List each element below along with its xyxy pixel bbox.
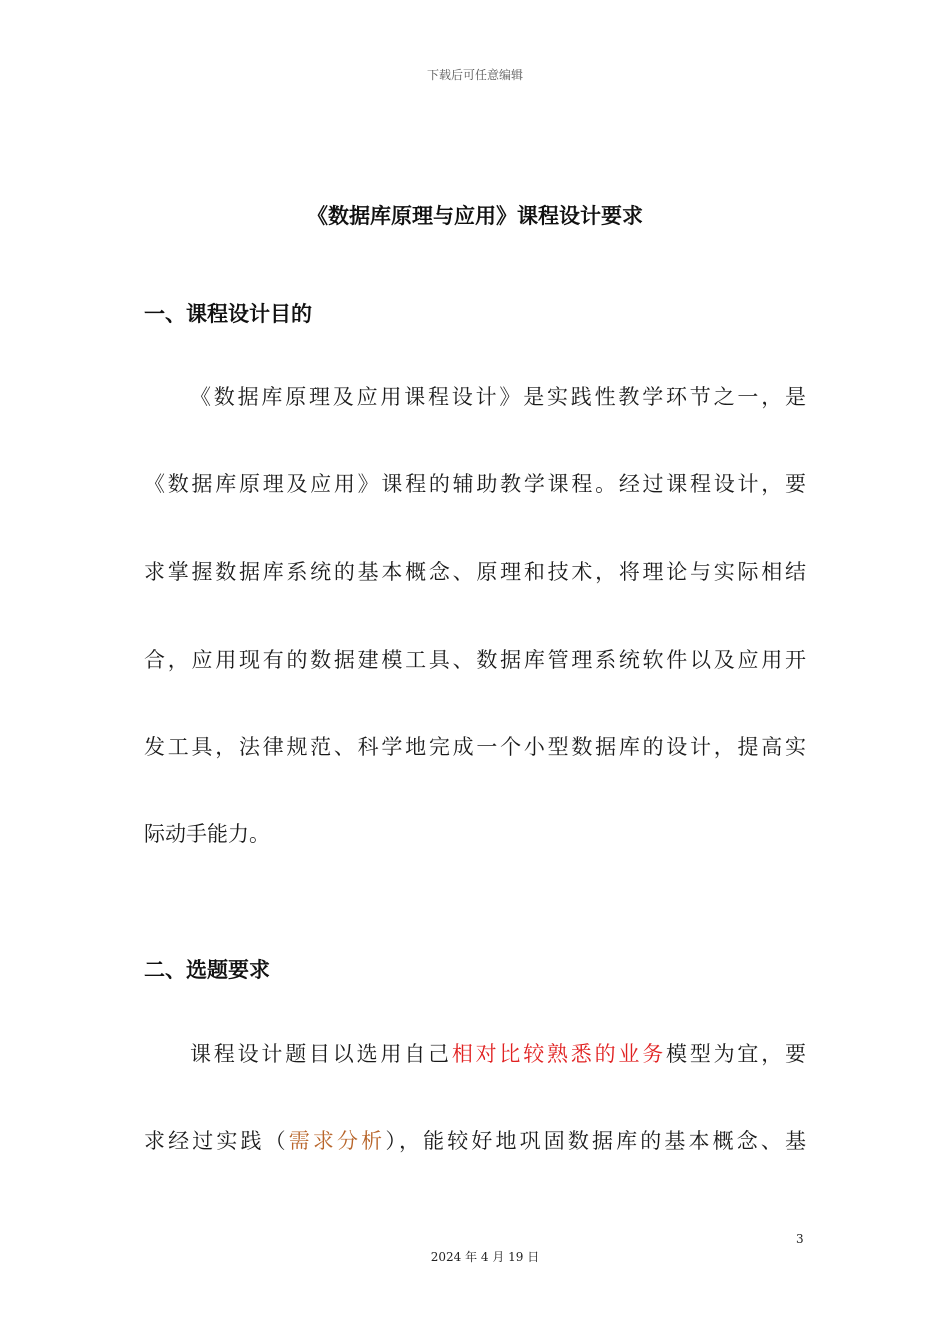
text-run: ），能较好地巩固数据库的基本概念、基 — [385, 1129, 807, 1153]
page-number: 3 — [796, 1232, 804, 1246]
section-heading-topic: 二、选题要求 — [144, 958, 270, 982]
paragraph-line: 发工具，法律规范、科学地完成一个小型数据库的设计，提高实 — [144, 735, 806, 759]
text-run: 求经过实践（ — [144, 1129, 289, 1153]
text-run: 模型为宜，要 — [666, 1042, 807, 1066]
footer-date: 2024 年 4 月 19 日 — [430, 1250, 540, 1264]
paragraph-line — [144, 1126, 806, 1156]
highlight-text-red: 相对比较熟悉的业务 — [451, 1042, 667, 1066]
paragraph-line: 际动手能力。 — [144, 822, 270, 846]
paragraph-line: 《数据库原理及应用课程设计》是实践性教学环节之一，是 — [190, 385, 806, 409]
page-header: 下载后可任意编辑 — [426, 68, 523, 82]
paragraph-line — [144, 1039, 806, 1069]
highlight-text-brown: 需求分析 — [288, 1129, 386, 1153]
paragraph-line: 求掌握数据库系统的基本概念、原理和技术，将理论与实际相结 — [144, 560, 806, 584]
text-run: 课程设计题目以选用自己 — [190, 1042, 452, 1066]
paragraph-line: 合，应用现有的数据建模工具、数据库管理系统软件以及应用开 — [144, 648, 806, 672]
paragraph-line: 《数据库原理及应用》课程的辅助教学课程。经过课程设计，要 — [144, 472, 806, 496]
document-title: 《数据库原理与应用》课程设计要求 — [307, 204, 643, 228]
section-heading-purpose: 一、课程设计目的 — [144, 302, 312, 326]
